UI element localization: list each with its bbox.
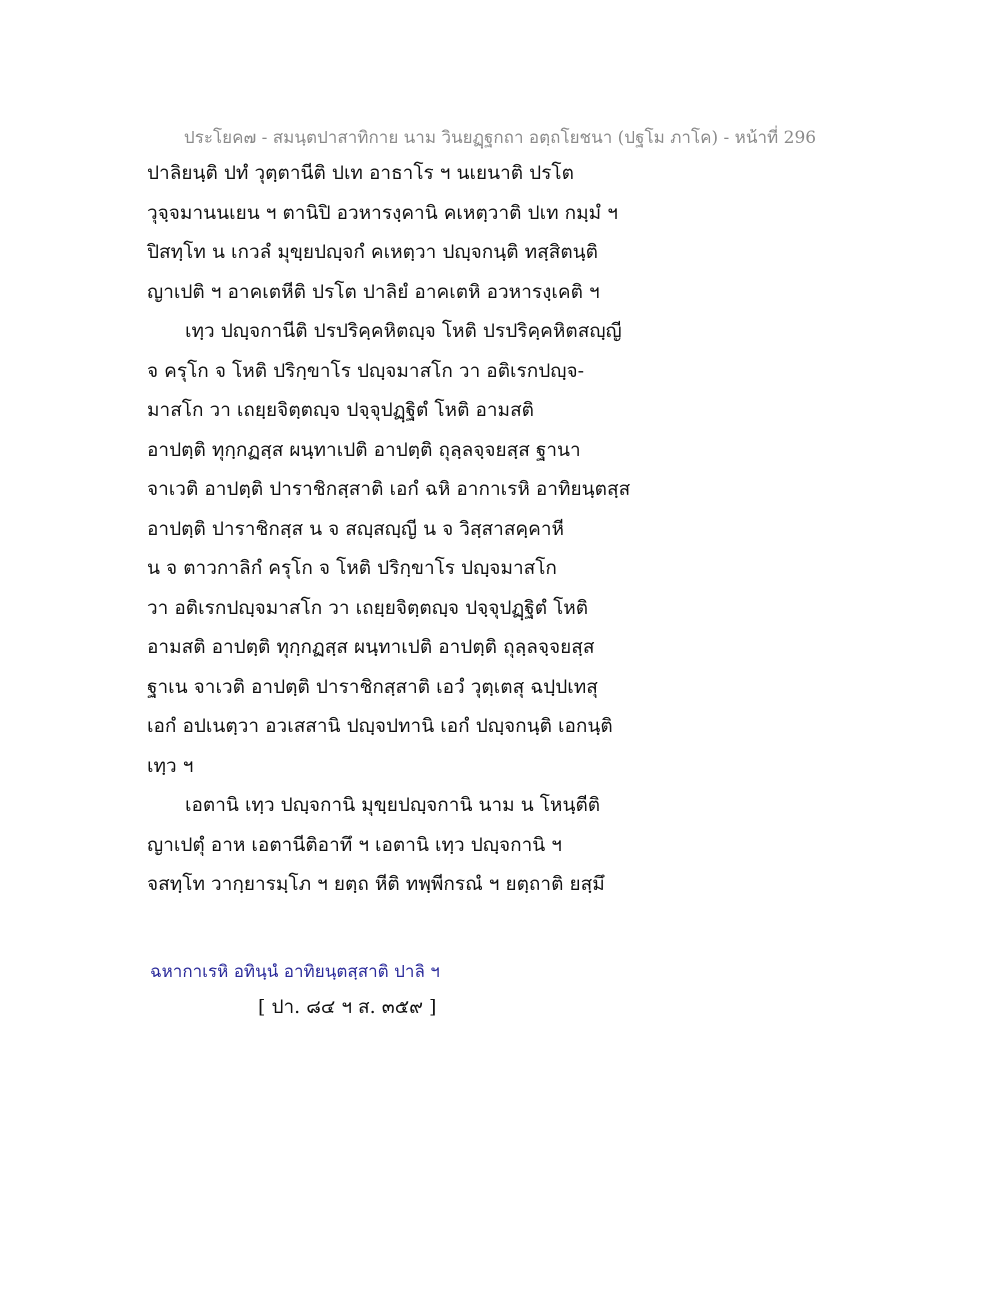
- text-line: ปิสทฺโท น เกวลํ มุขฺยปญฺจกํ คเหตฺวา ปญฺจกนฺติ ทสฺสิตนฺติ: [147, 241, 598, 263]
- text-line: น จ ตาวกาลิกํ ครุโก จ โหติ ปริกฺขาโร ปญฺจมาสโก: [147, 557, 557, 579]
- text-line: อามสติ อาปตฺติ ทุกฺกฏสฺส ผนฺทาเปติ อาปตฺติ ถุลฺลจฺจยสฺส: [147, 636, 595, 658]
- text-line: จาเวติ อาปตฺติ ปาราชิกสฺสาติ เอกํ ฉหิ อากาเรหิ อาทิยนฺตสฺส: [147, 478, 631, 500]
- text-line: มาสโก วา เถยฺยจิตฺตญฺจ ปจฺจุปฏฺฐิตํ โหติ อามสติ: [147, 399, 535, 421]
- text-line: จสทฺโท วากฺยารมฺโภ ฯ ยตฺถ หีติ ทพฺพีกรณํ ฯ ยตฺถาติ ยสฺมึ: [147, 873, 605, 895]
- text-line: อาปตฺติ ทุกฺกฏสฺส ผนฺทาเปติ อาปตฺติ ถุลฺลจฺจยสฺส ฐานา: [147, 438, 581, 461]
- footnote: ฉหากาเรหิ อทินฺนํ อาทิยนฺตสฺสาติ ปาลิ ฯ: [150, 962, 440, 982]
- text-line: ฐาเน จาเวติ อาปตฺติ ปาราชิกสฺสาติ เอวํ วุตฺเตสุ ฉปฺปเทสุ: [147, 675, 598, 698]
- text-line: อาปตฺติ ปาราชิกสฺส น จ สญฺสญฺญี น จ วิสฺสาสคฺคาหี: [147, 517, 565, 540]
- paragraph-start-line: เอตานิ เทฺว ปญฺจกานิ มุขฺยปญฺจกานิ นาม น โหนฺตีติ: [185, 794, 601, 816]
- page-header: ประโยค๗ - สมนฺตปาสาทิกาย นาม วินยฏฺฐกถา อตฺถโยชนา (ปฐโม ภาโค) - หน้าที่ 296: [183, 128, 817, 148]
- text-line: วุจฺจมานนเยน ฯ ตานิปิ อวหารงฺคานิ คเหตฺวาติ ปเท กมฺมํ ฯ: [147, 201, 618, 224]
- text-line: เอกํ อปเนตฺวา อวเสสานิ ปญฺจปทานิ เอกํ ปญฺจกนฺติ เอกนฺติ: [147, 715, 613, 737]
- body-text: [147, 158, 787, 909]
- text-line: วา อติเรกปญฺจมาสโก วา เถยฺยจิตฺตญฺจ ปจฺจุปฏฺฐิตํ โหติ: [147, 596, 589, 619]
- text-line: เทฺว ฯ: [147, 754, 194, 777]
- page-reference: [ ปา. ๘๔ ฯ ส. ๓๕๙ ]: [258, 996, 437, 1018]
- text-line: ปาลิยนฺติ ปทํ วุตฺตานีติ ปเท อาธาโร ฯ นเยนาติ ปรโต: [147, 162, 574, 184]
- text-line: ญาเปติ ฯ อาคเตหีติ ปรโต ปาลิยํ อาคเตหิ อวหารงฺเคติ ฯ: [147, 280, 600, 303]
- text-line: จ ครุโก จ โหติ ปริกฺขาโร ปญฺจมาสโก วา อติเรกปญฺจ-: [147, 359, 585, 382]
- paragraph-start-line: เทฺว ปญฺจกานีติ ปรปริคฺคหิตญฺจ โหติ ปรปริคฺคหิตสญฺญี: [185, 320, 622, 342]
- text-line: ญาเปตุํ อาห เอตานีติอาทึ ฯ เอตานิ เทฺว ปญฺจกานิ ฯ: [147, 833, 562, 856]
